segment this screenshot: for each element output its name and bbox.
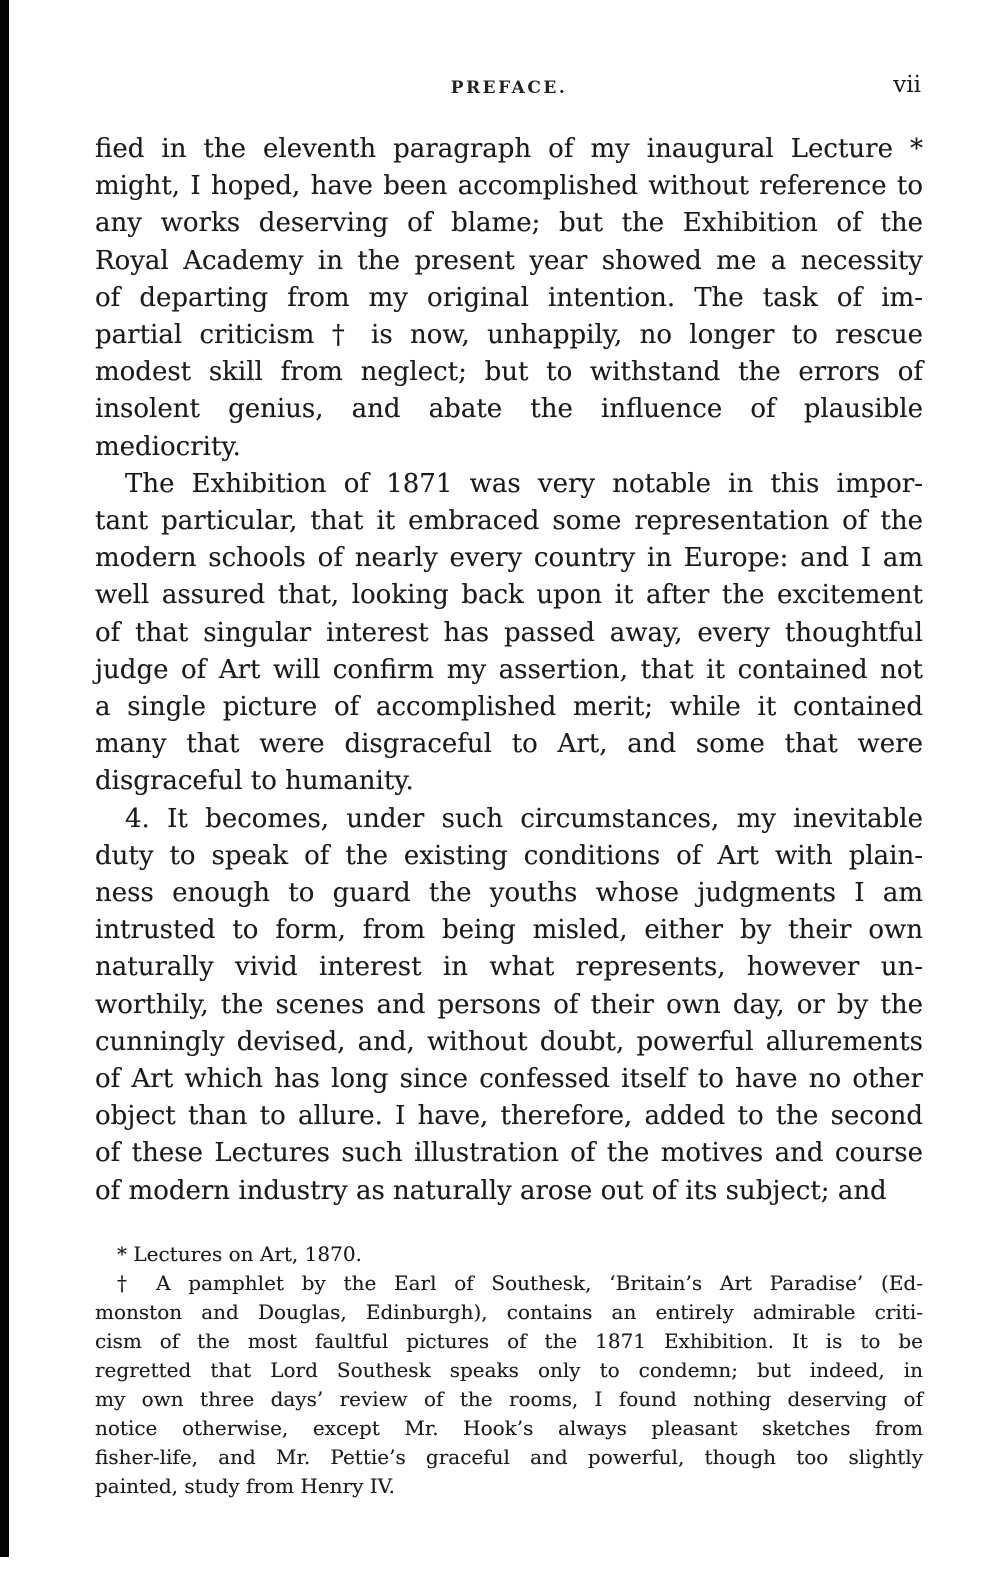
text-line: modern schools of nearly every country in Europe: and I am (95, 543, 923, 574)
text-line: ness enough to guard the youths whose judgments I am (95, 878, 923, 909)
text-line: of Art which has long since confessed itself to have no other (95, 1064, 923, 1095)
body-text (95, 131, 923, 1210)
running-header-title: PREFACE. (450, 78, 568, 98)
text-line: object than to allure. I have, therefore, added to the second (95, 1101, 923, 1132)
page-number: vii (893, 72, 921, 98)
text-line: * Lectures on Art, 1870. (117, 1242, 362, 1266)
text-line: fisher-life, and Mr. Pettie’s graceful and powerful, though too slightly (95, 1445, 923, 1469)
text-line: cunningly devised, and, without doubt, powerful allurements (95, 1026, 923, 1057)
text-line: disgraceful to humanity. (95, 766, 414, 797)
text-line: my own three days’ review of the rooms, I found nothing deserving of (95, 1387, 923, 1411)
text-line: Royal Academy in the present year showed me a necessity (95, 245, 923, 276)
scan-edge-artifact (0, 0, 9, 1557)
footnotes (95, 1240, 923, 1501)
text-line: cism of the most faultful pictures of the 1871 Exhibition. It is to be (95, 1329, 923, 1353)
paragraph (95, 131, 923, 466)
text-line: The Exhibition of 1871 was very notable in this impor- (125, 468, 923, 499)
text-line: many that were disgraceful to Art, and some that were (95, 729, 923, 760)
text-line: of that singular interest has passed away, every thoughtful (95, 617, 923, 648)
text-line: mediocrity. (95, 431, 241, 462)
text-line: of these Lectures such illustration of the motives and course (95, 1138, 923, 1169)
text-line: might, I hoped, have been accomplished without reference to (95, 171, 923, 202)
paragraph (95, 801, 923, 1210)
text-line: painted, study from Henry IV. (95, 1474, 395, 1498)
text-line: any works deserving of blame; but the Exhibition of the (95, 208, 923, 239)
footnote (95, 1269, 923, 1501)
text-line: 4. It becomes, under such circumstances, my inevitable (125, 803, 923, 834)
text-line: monston and Douglas, Edinburgh), contains an entirely admirable criti- (95, 1300, 923, 1324)
paragraph (95, 466, 923, 801)
text-line: a single picture of accomplished merit; while it contained (95, 692, 923, 723)
text-line: partial criticism † is now, unhappily, no longer to rescue (95, 320, 923, 351)
text-line: judge of Art will confirm my assertion, that it contained not (95, 654, 923, 685)
text-line: of modern industry as naturally arose out of its subject; and (95, 1175, 887, 1206)
text-line: worthily, the scenes and persons of their own day, or by the (95, 989, 923, 1020)
text-line: insolent genius, and abate the influence of plausible (95, 394, 923, 425)
text-line: regretted that Lord Southesk speaks only to condemn; but indeed, in (95, 1358, 923, 1382)
text-line: tant particular, that it embraced some representation of the (95, 506, 923, 537)
page-header (95, 74, 923, 104)
text-line: well assured that, looking back upon it after the excitement (95, 580, 923, 611)
text-line: fied in the eleventh paragraph of my inaugural Lecture * (95, 134, 923, 164)
text-line: intrusted to form, from being misled, either by their own (95, 915, 923, 946)
text-line: naturally vivid interest in what represents, however un- (95, 952, 923, 983)
footnote (95, 1240, 923, 1269)
text-line: of departing from my original intention. The task of im- (95, 282, 923, 313)
text-line: duty to speak of the existing conditions of Art with plain- (95, 840, 923, 871)
text-line: notice otherwise, except Mr. Hook’s always pleasant sketches from (95, 1416, 923, 1440)
text-line: modest skill from neglect; but to withstand the errors of (95, 357, 923, 388)
text-line: † A pamphlet by the Earl of Southesk, ‘Britain’s Art Paradise’ (Ed- (117, 1271, 923, 1295)
